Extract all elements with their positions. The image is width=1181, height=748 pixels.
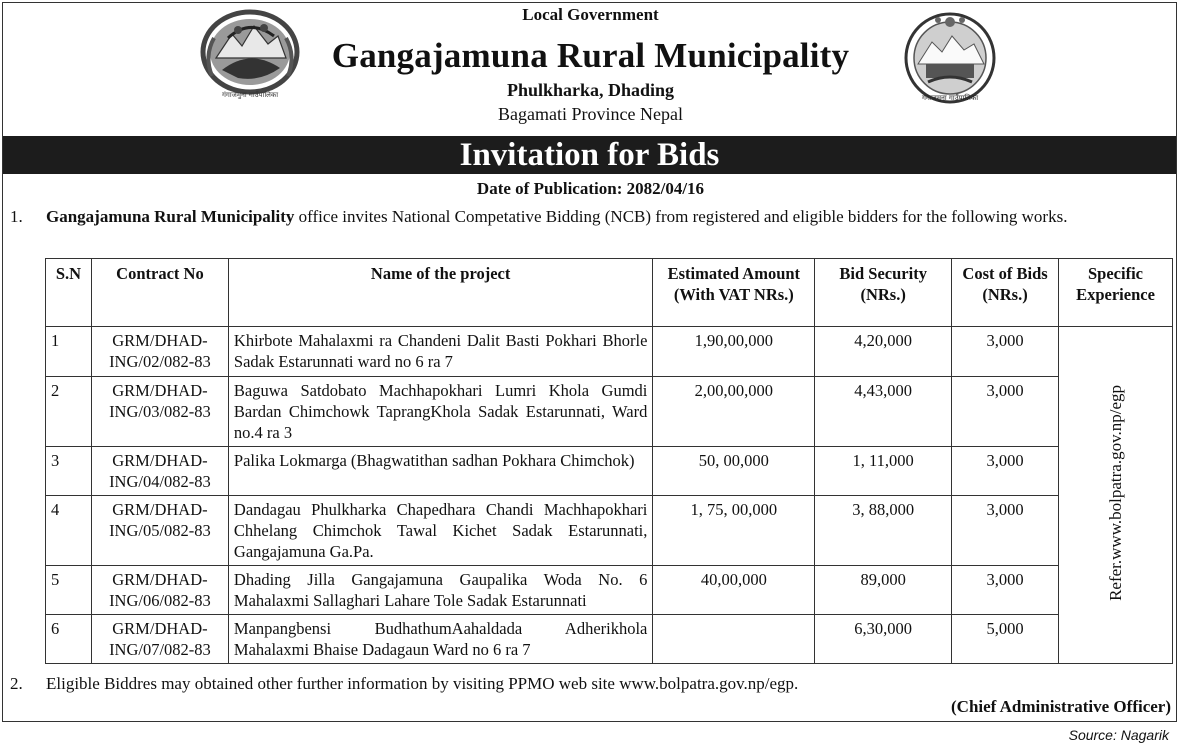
table-row xyxy=(46,447,1173,496)
notice-item-1 xyxy=(10,204,1173,229)
cell-sn: 3 xyxy=(46,447,92,496)
table-row xyxy=(46,615,1173,664)
header-contract-no: Contract No xyxy=(91,259,228,327)
item-number: 1. xyxy=(10,207,23,226)
svg-text:गंगाजमुना गाउँपालिका: गंगाजमुना गाउँपालिका xyxy=(221,91,279,99)
cell-estimated-amount: 1,90,00,000 xyxy=(653,327,815,377)
cell-estimated-amount xyxy=(653,615,815,664)
cell-contract-no: GRM/DHAD-ING/07/082-83 xyxy=(91,615,228,664)
svg-text:गंगाजमुना गाउँपालिका: गंगाजमुना गाउँपालिका xyxy=(921,94,979,102)
item-1-text: office invites National Competative Bidding (NCB) from registered and eligible bidders for the following works. xyxy=(294,207,1068,226)
signature-title: (Chief Administrative Officer) xyxy=(951,697,1171,716)
cell-cost-of-bids: 3,000 xyxy=(952,447,1059,496)
cell-bid-security: 3, 88,000 xyxy=(815,496,952,566)
cell-sn: 2 xyxy=(46,377,92,447)
notice-title: Invitation for Bids xyxy=(3,136,1176,174)
municipality-location: Phulkharka, Dhading xyxy=(506,80,675,100)
cell-contract-no: GRM/DHAD-ING/06/082-83 xyxy=(91,566,228,615)
publication-date: Date of Publication: 2082/04/16 xyxy=(476,179,705,198)
cell-contract-no: GRM/DHAD-ING/03/082-83 xyxy=(91,377,228,447)
header-sn: S.N xyxy=(46,259,92,327)
cell-project-name: Baguwa Satdobato Machhapokhari Lumri Khola Gumdi Bardan Chimchowk TaprangKhola Sadak Estarunnati, Ward no.4 ra 3 xyxy=(228,377,652,447)
cell-estimated-amount: 50, 00,000 xyxy=(653,447,815,496)
cell-estimated-amount: 40,00,000 xyxy=(653,566,815,615)
cell-project-name: Dhading Jilla Gangajamuna Gaupalika Woda No. 6 Mahalaxmi Sallaghari Lahare Tole Sadak Estarunnati xyxy=(228,566,652,615)
cell-bid-security: 6,30,000 xyxy=(815,615,952,664)
cell-cost-of-bids: 5,000 xyxy=(952,615,1059,664)
province-label: Bagamati Province Nepal xyxy=(498,104,683,124)
cell-contract-no: GRM/DHAD-ING/04/082-83 xyxy=(91,447,228,496)
cell-sn: 4 xyxy=(46,496,92,566)
cell-estimated-amount: 2,00,00,000 xyxy=(653,377,815,447)
table-header-row xyxy=(46,259,1173,327)
header-estimated-amount: Estimated Amount (With VAT NRs.) xyxy=(653,259,815,327)
table-row xyxy=(46,566,1173,615)
cell-project-name: Manpangbensi BudhathumAahaldada Adherikhola Mahalaxmi Bhaise Dadagaun Ward no 6 ra 7 xyxy=(228,615,652,664)
refer-website-text: Refer.www.bolpatra.gov.np/egp xyxy=(1106,384,1125,601)
cell-project-name: Dandagau Phulkharka Chapedhara Chandi Machhapokhari Chhelang Chimchok Tawal Kichet Sadak Estarunnati, Gangajamuna Ga.Pa. xyxy=(228,496,652,566)
cell-bid-security: 89,000 xyxy=(815,566,952,615)
cell-sn: 5 xyxy=(46,566,92,615)
cell-bid-security: 4,20,000 xyxy=(815,327,952,377)
cell-estimated-amount: 1, 75, 00,000 xyxy=(653,496,815,566)
header-cost-of-bids: Cost of Bids (NRs.) xyxy=(952,259,1059,327)
cell-sn: 6 xyxy=(46,615,92,664)
cell-contract-no: GRM/DHAD-ING/05/082-83 xyxy=(91,496,228,566)
cell-cost-of-bids: 3,000 xyxy=(952,496,1059,566)
header-project-name: Name of the project xyxy=(228,259,652,327)
item-1-bold-name: Gangajamuna Rural Municipality xyxy=(46,207,295,226)
header-specific-experience: Specific Experience xyxy=(1059,259,1173,327)
source-credit: Source: Nagarik xyxy=(1068,727,1169,743)
cell-bid-security: 1, 11,000 xyxy=(815,447,952,496)
cell-contract-no: GRM/DHAD-ING/02/082-83 xyxy=(91,327,228,377)
item-2-text: Eligible Biddres may obtained other further information by visiting PPMO web site www.bolpatra.gov.np/egp. xyxy=(46,674,799,693)
item-number: 2. xyxy=(10,674,23,693)
cell-project-name: Palika Lokmarga (Bhagwatithan sadhan Pokhara Chimchok) xyxy=(228,447,652,496)
cell-bid-security: 4,43,000 xyxy=(815,377,952,447)
cell-cost-of-bids: 3,000 xyxy=(952,327,1059,377)
table-row xyxy=(46,327,1173,377)
table-row xyxy=(46,496,1173,566)
cell-specific-experience xyxy=(1059,327,1173,664)
cell-project-name: Khirbote Mahalaxmi ra Chandeni Dalit Basti Pokhari Bhorle Sadak Estarunnati ward no 6 ra 7 xyxy=(228,327,652,377)
cell-sn: 1 xyxy=(46,327,92,377)
municipality-name: Gangajamuna Rural Municipality xyxy=(331,36,850,75)
cell-cost-of-bids: 3,000 xyxy=(952,566,1059,615)
notice-item-2 xyxy=(10,671,1010,696)
table-row xyxy=(46,377,1173,447)
cell-cost-of-bids: 3,000 xyxy=(952,377,1059,447)
local-government-label: Local Government xyxy=(522,5,659,24)
header-bid-security: Bid Security (NRs.) xyxy=(815,259,952,327)
bids-table xyxy=(45,258,1173,664)
